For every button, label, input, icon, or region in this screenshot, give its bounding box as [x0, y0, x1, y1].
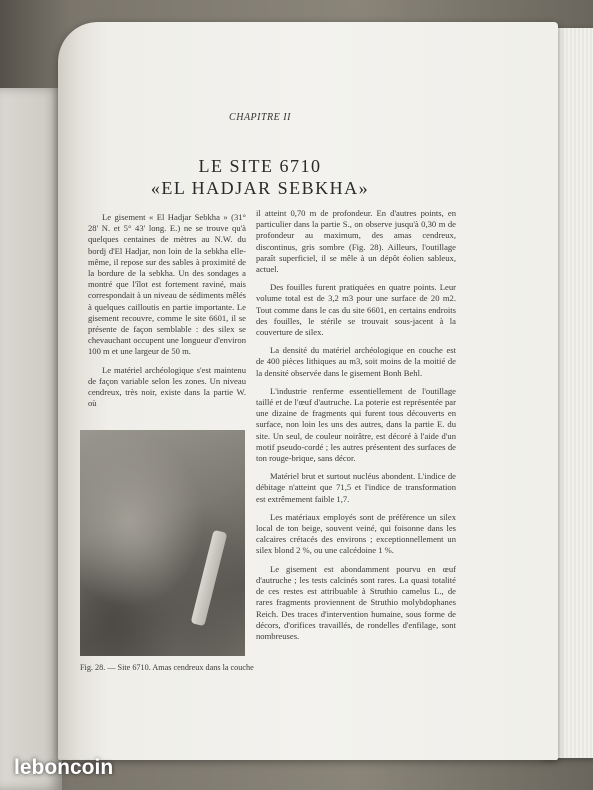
site-title-line2: «EL HADJAR SEBKHA» [150, 178, 370, 198]
watermark-logo: leboncoin [14, 756, 114, 779]
left-column [88, 212, 246, 416]
chapter-label: CHAPITRE II [229, 112, 291, 123]
tool-in-photo [191, 530, 228, 627]
left-paragraph: Le gisement « El Hadjar Sebkha » (31° 28' N. et 5° 43' long. E.) ne se trouve qu'à quelques centaines de mètres au N.W. du bordj d'El Hadjar, non loin de la sebkha elle-même, il repose sur des sables à proximité de la bordure de la sebkha. Un des sondages a montré que l'îlot est fortement raviné, mais correspondait à un niveau de sédiments mêlés à quelques cailloutis en partie importante. Le gisement recouvre, comme le site 6601, il se présente de façon semblable : des silex se chevauchant occupent une longueur d'environ 100 m et une largeur de 50 m. [88, 212, 246, 357]
right-paragraph: Le gisement est abondamment pourvu en œuf d'autruche ; les tests calcinés sont rares. La quasi totalité de ces restes est attribuable à Struthio camelus L., de rares fragments proviennent de Struthio molybdophanes Reich. Des traces d'intervention humaine, sous forme de décors, d'orifices travaillés, de rondelles d'enfilage, sont nombreuses. [256, 563, 456, 641]
site-title [150, 155, 370, 199]
right-column [256, 208, 456, 649]
right-paragraph: Des fouilles furent pratiquées en quatre points. Leur volume total est de 3,2 m3 pour une surface de 20 m2. Tout comme dans le cas du site 6601, en certains endroits des fouilles, le stérile se trouvait sous-jacent à la couverture de silex. [256, 282, 456, 338]
right-paragraph: il atteint 0,70 m de profondeur. En d'autres points, en particulier dans la partie S., on observe jusqu'à 0,30 m de profondeur au maximum, des amas cendreux, discontinus, gris sombre (Fig. 28). Ailleurs, l'outillage paraît superficiel, il se mêle à un dépôt éolien sableux, actuel. [256, 208, 456, 275]
photo-caption: Fig. 28. — Site 6710. Amas cendreux dans la couche [80, 663, 254, 672]
site-title-line1: LE SITE 6710 [198, 156, 322, 176]
right-paragraph: La densité du matériel archéologique en couche est de 400 pièces lithiques au m3, soit moins de la moitié de la densité observée dans le gisement Bonh Behl. [256, 345, 456, 378]
right-paragraph: L'industrie renferme essentiellement de l'outillage taillé et de l'œuf d'autruche. La poterie est représentée par une dizaine de fragments qui furent tous découverts en surface, non loin les uns des autres, dans la partie E. du site. Un seul, de couleur noirâtre, est décoré à l'aide d'un motif pseudo-cordé ; les autres présentent des surfaces de ton rouge-brique, sans décor. [256, 385, 456, 464]
left-paragraph: Le matériel archéologique s'est maintenu de façon variable selon les zones. Un niveau cendreux, très noir, existe dans la partie W. où [88, 364, 246, 409]
excavation-photo [80, 430, 245, 656]
right-paragraph: Matériel brut et surtout nucléus abondent. L'indice de débitage n'atteint que 71,5 et l'indice de transformation est extrêmement faible 1,7. [256, 471, 456, 504]
right-paragraph: Les matériaux employés sont de préférence un silex local de ton beige, souvent veiné, qui foisonne dans les calcaires crétacés des environs ; exceptionnellement un silex blond 2 %, ou une calcédoine 1 %. [256, 511, 456, 556]
left-page-edge [0, 88, 62, 790]
